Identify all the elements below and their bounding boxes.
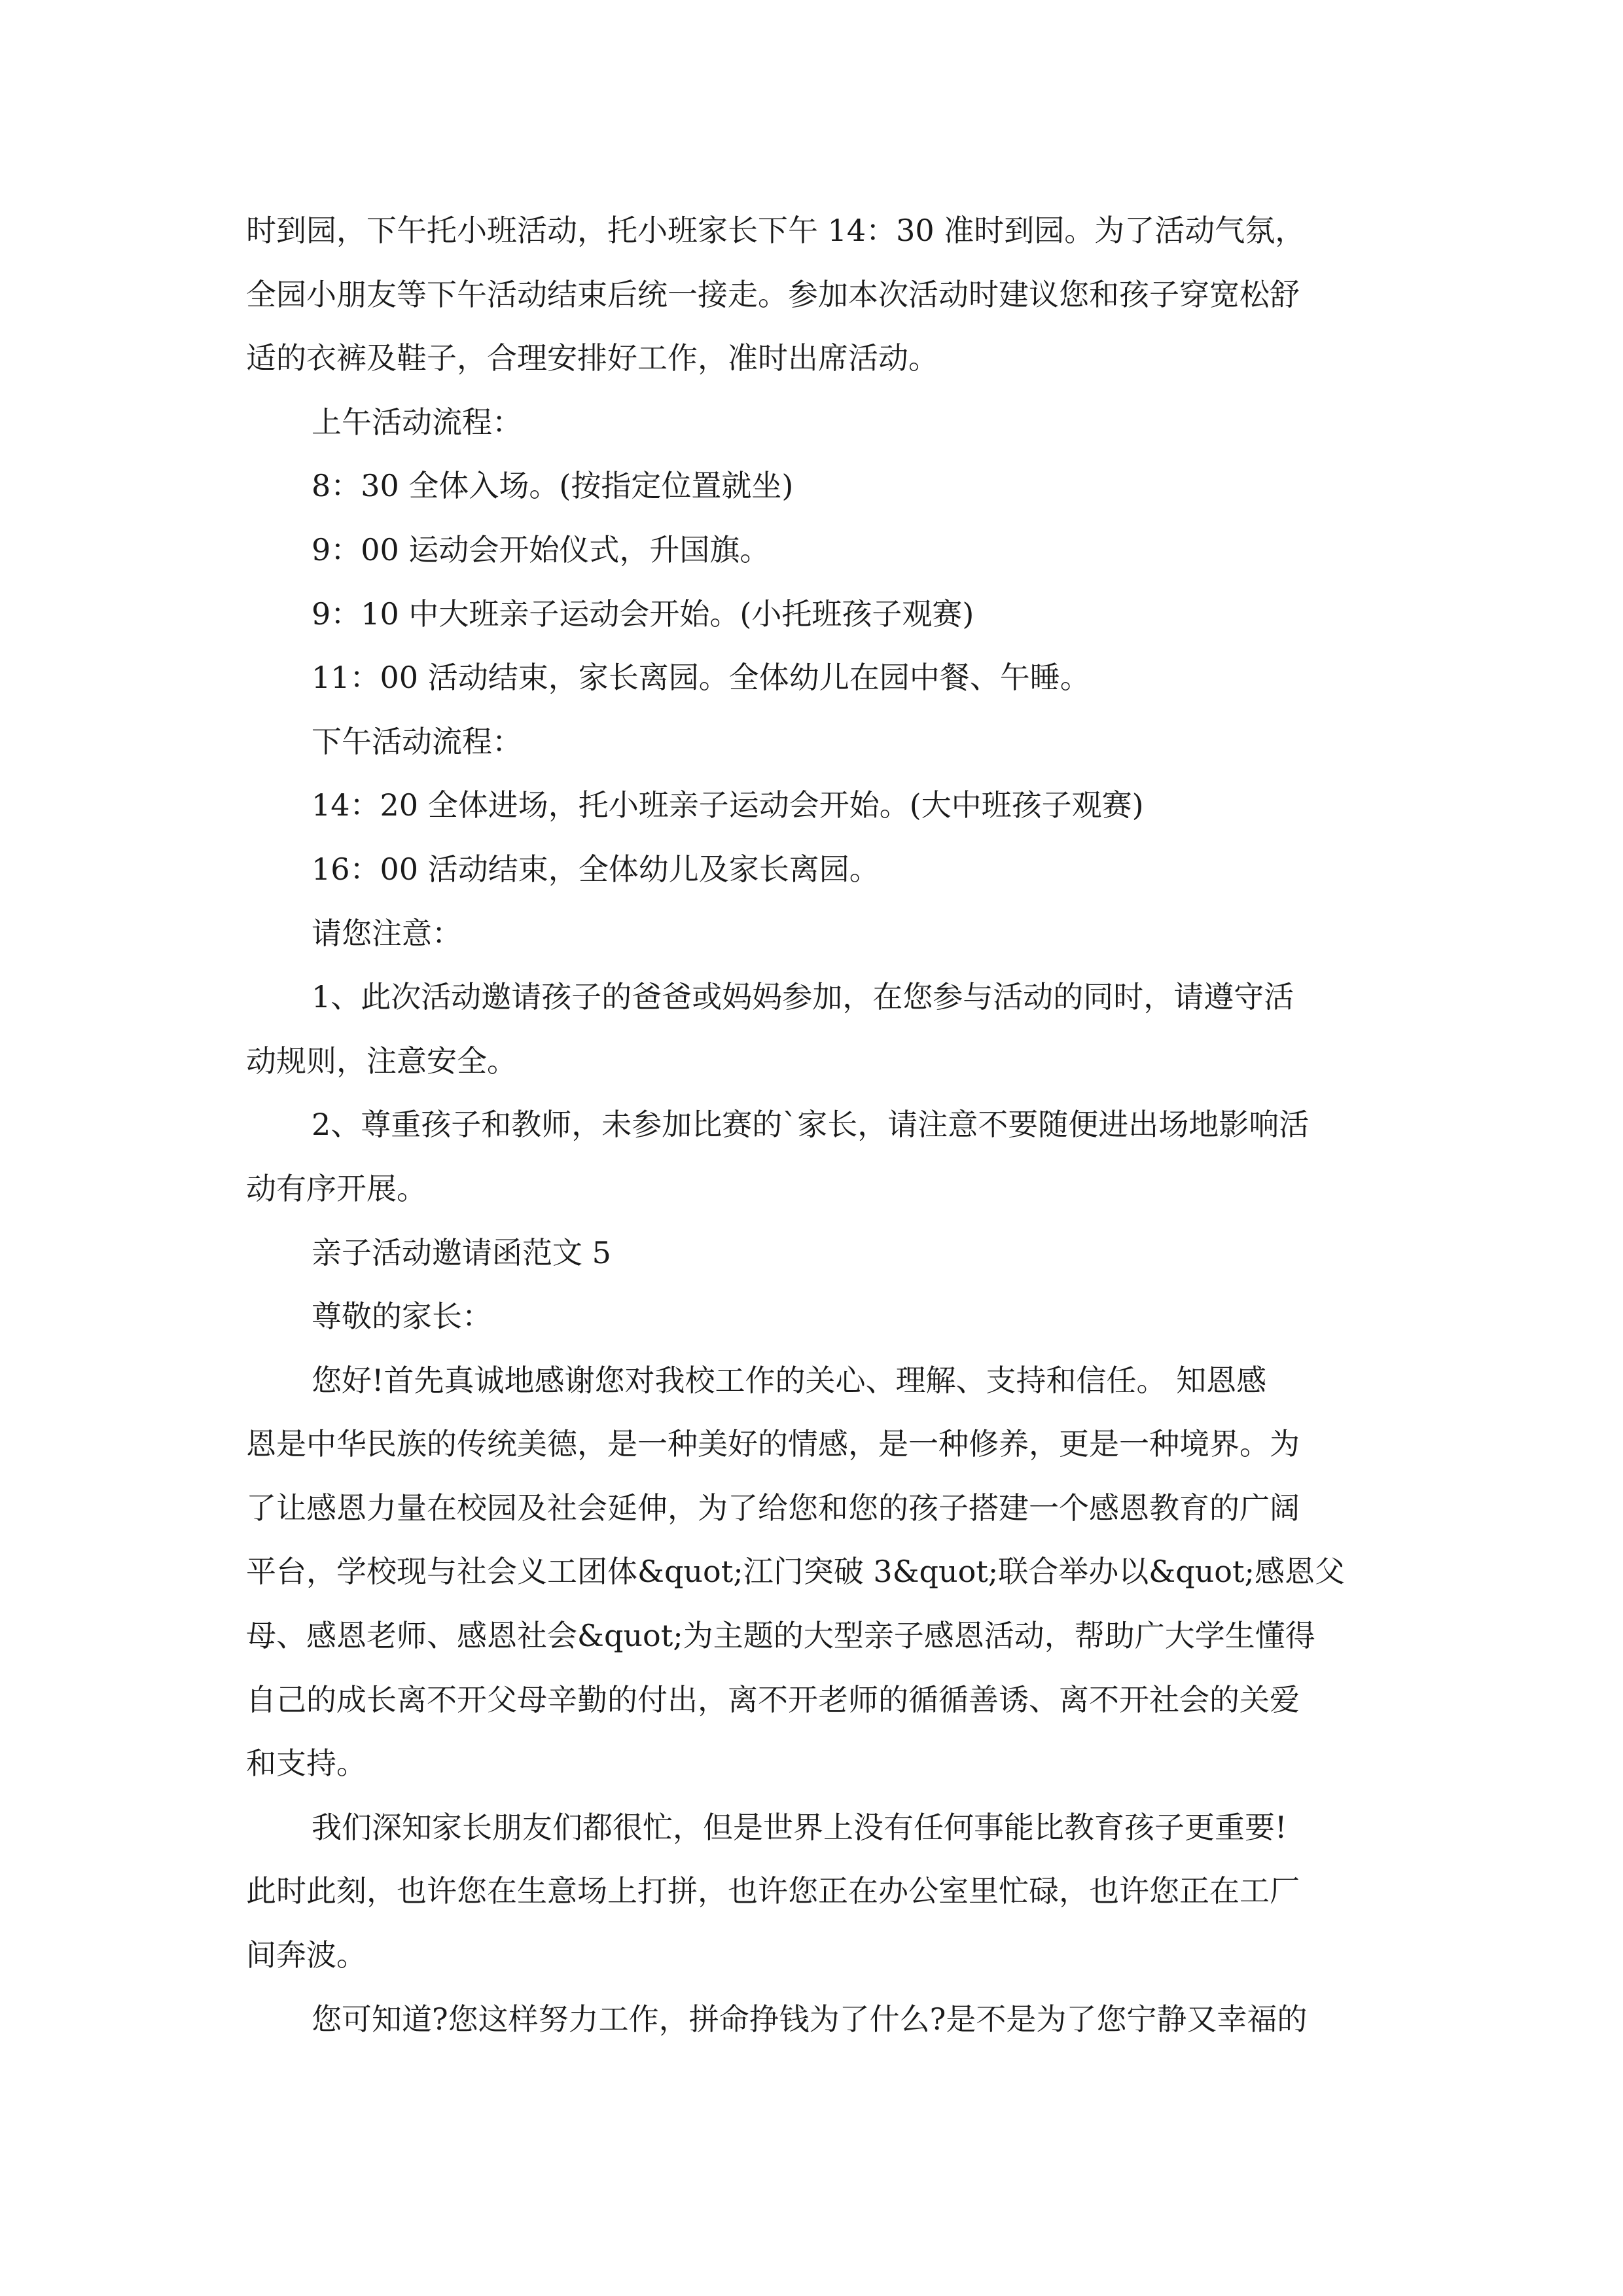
morning-schedule-heading: 上午活动流程： [312, 404, 522, 440]
notice-item: 1、此次活动邀请孩子的爸爸或妈妈参加，在您参与活动的同时，请遵守活 [312, 979, 1294, 1015]
text-line: 适的衣裤及鞋子，合理安排好工作，准时出席活动。 [246, 340, 938, 376]
text-line: 和支持。 [246, 1746, 366, 1782]
notice-heading: 请您注意： [312, 915, 462, 951]
text-line: 了让感恩力量在校园及社会延伸，为了给您和您的孩子搭建一个感恩教育的广阔 [246, 1490, 1300, 1526]
paragraph-line: 您好!首先真诚地感谢您对我校工作的关心、理解、支持和信任。 知恩感 [312, 1362, 1267, 1398]
text-line: 此时此刻，也许您在生意场上打拼，也许您正在办公室里忙碌，也许您正在工厂 [246, 1873, 1300, 1909]
notice-item: 2、尊重孩子和教师，未参加比赛的`家长，请注意不要随便进出场地影响活 [312, 1107, 1310, 1143]
document-body [246, 199, 1378, 2051]
text-line: 自己的成长离不开父母辛勤的付出，离不开老师的循循善诱、离不开社会的关爱 [246, 1681, 1300, 1717]
salutation: 尊敬的家长： [312, 1299, 492, 1335]
text-line: 恩是中华民族的传统美德，是一种美好的情感，是一种修养，更是一种境界。为 [246, 1426, 1300, 1462]
text-line: 动规则，注意安全。 [246, 1043, 517, 1079]
schedule-item: 14：20 全体进场，托小班亲子运动会开始。(大中班孩子观赛) [312, 787, 1144, 823]
text-line: 间奔波。 [246, 1937, 366, 1973]
schedule-item: 9：00 运动会开始仪式，升国旗。 [312, 531, 770, 567]
schedule-item: 11：00 活动结束，家长离园。全体幼儿在园中餐、午睡。 [312, 660, 1090, 696]
schedule-item: 8：30 全体入场。(按指定位置就坐) [312, 468, 794, 504]
text-line: 时到园，下午托小班活动，托小班家长下午 14：30 准时到园。为了活动气氛， [246, 213, 1306, 248]
afternoon-schedule-heading: 下午活动流程： [312, 723, 522, 759]
text-line: 平台，学校现与社会义工团体&quot;江门突破 3&quot;联合举办以&quot;感恩父 [246, 1554, 1345, 1590]
section-title: 亲子活动邀请函范文 5 [312, 1234, 611, 1270]
schedule-item: 16：00 活动结束，全体幼儿及家长离园。 [312, 851, 880, 887]
schedule-item: 9：10 中大班亲子运动会开始。(小托班孩子观赛) [312, 596, 974, 632]
paragraph-line: 您可知道?您这样努力工作，拼命挣钱为了什么?是不是为了您宁静又幸福的 [312, 2001, 1308, 2037]
text-line: 母、感恩老师、感恩社会&quot;为主题的大型亲子感恩活动，帮助广大学生懂得 [246, 1618, 1315, 1654]
paragraph-line: 我们深知家长朋友们都很忙，但是世界上没有任何事能比教育孩子更重要! [312, 1809, 1287, 1845]
text-line: 动有序开展。 [246, 1170, 427, 1206]
text-line: 全园小朋友等下午活动结束后统一接走。参加本次活动时建议您和孩子穿宽松舒 [246, 276, 1300, 312]
